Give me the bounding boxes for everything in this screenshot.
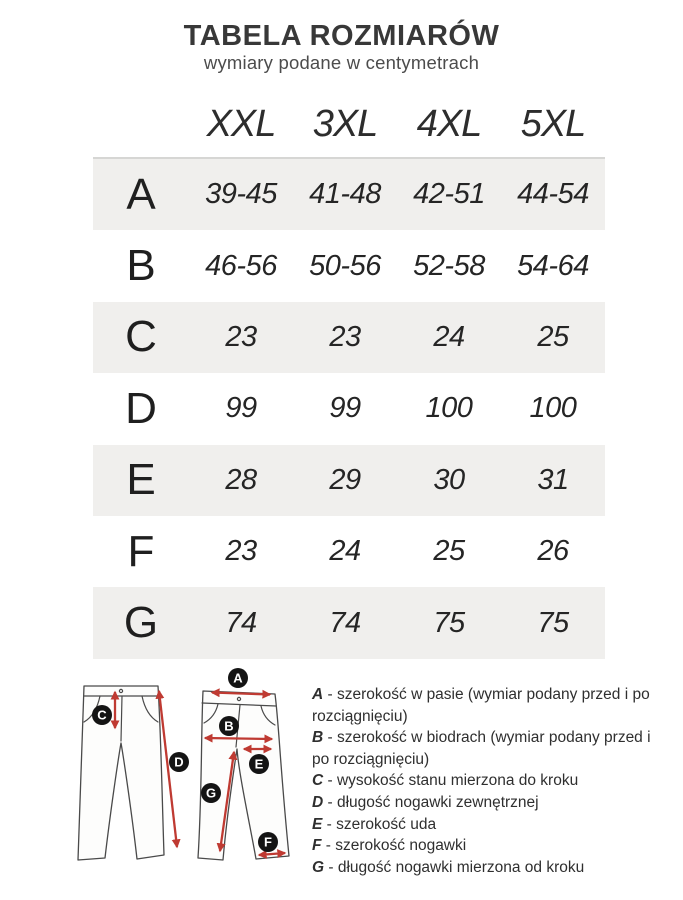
- cell-value: 29: [329, 463, 361, 496]
- svg-text:F: F: [264, 834, 272, 850]
- column-header-5xl: 5XL: [520, 103, 586, 145]
- table-row-d: [93, 373, 605, 444]
- size-table: [93, 92, 605, 659]
- table-row-a: [93, 159, 605, 230]
- page-header: [0, 21, 683, 74]
- cell-value: 74: [329, 606, 361, 639]
- cell-value: 25: [433, 535, 465, 568]
- table-row-b: [93, 230, 605, 301]
- row-label: F: [127, 526, 155, 576]
- legend-key: E: [312, 815, 323, 833]
- legend-separator: -: [323, 729, 337, 747]
- cell-value: 100: [529, 392, 577, 425]
- marker-e: [249, 754, 269, 774]
- svg-text:G: G: [205, 785, 217, 801]
- column-header-3xl: 3XL: [312, 103, 378, 145]
- legend-key: A: [312, 686, 324, 703]
- legend-item-f: [312, 835, 672, 857]
- cell-value: 100: [425, 392, 473, 425]
- size-table-header: [93, 92, 605, 157]
- size-table-body: [93, 157, 605, 659]
- legend-text: szerokość nogawki: [335, 837, 467, 855]
- row-label: D: [125, 383, 157, 433]
- cell-value: 31: [537, 463, 569, 496]
- cell-value: 39-45: [205, 178, 277, 211]
- row-label: G: [123, 598, 159, 648]
- page-subtitle: wymiary podane w centymetrach: [203, 52, 480, 74]
- cell-value: 28: [225, 463, 257, 496]
- svg-text:E: E: [254, 756, 264, 772]
- marker-g: [201, 783, 221, 803]
- legend-item-e: [312, 814, 672, 836]
- legend-separator: -: [323, 793, 337, 811]
- legend-item-c: [312, 770, 672, 792]
- column-header-4xl: 4XL: [416, 103, 482, 145]
- cell-value: 23: [225, 320, 257, 353]
- row-label: B: [126, 241, 156, 291]
- svg-text:B: B: [224, 718, 234, 734]
- page-title: TABELA ROZMIARÓW: [183, 20, 500, 52]
- cell-value: 50-56: [309, 249, 381, 282]
- marker-c: [92, 705, 112, 725]
- legend-text: długość nogawki zewnętrznej: [336, 793, 539, 811]
- legend-text: szerokość uda: [336, 815, 437, 833]
- table-row-f: [93, 516, 605, 587]
- cell-value: 42-51: [413, 178, 485, 211]
- legend-key: B: [312, 729, 324, 747]
- legend-separator: -: [323, 772, 337, 790]
- legend-item-g: [312, 857, 672, 879]
- marker-f: [258, 832, 278, 852]
- pants-front-outline: [78, 686, 164, 860]
- svg-text:D: D: [174, 754, 184, 770]
- table-row-e: [93, 445, 605, 516]
- legend-key: C: [312, 772, 324, 790]
- pants-second-outline: [198, 691, 289, 860]
- cell-value: 24: [433, 320, 465, 353]
- pants-measurement-diagram: [58, 665, 300, 900]
- measure-b-arrow: [205, 738, 272, 739]
- legend-key: F: [312, 837, 322, 855]
- marker-b: [219, 716, 239, 736]
- cell-value: 74: [225, 606, 257, 639]
- cell-value: 99: [329, 392, 361, 425]
- cell-value: 44-54: [517, 178, 589, 211]
- row-label: C: [125, 312, 157, 362]
- marker-a: [228, 668, 248, 688]
- cell-value: 23: [225, 535, 257, 568]
- cell-value: 23: [329, 320, 361, 353]
- legend-separator: -: [321, 837, 336, 855]
- legend-separator: -: [324, 858, 338, 876]
- legend-text: wysokość stanu mierzona do kroku: [336, 772, 579, 790]
- cell-value: 25: [537, 320, 569, 353]
- row-label: A: [126, 169, 156, 219]
- legend-item-a: [312, 684, 672, 727]
- svg-text:A: A: [233, 670, 243, 686]
- legend-text: długość nogawki mierzona od kroku: [337, 858, 585, 876]
- cell-value: 26: [537, 535, 569, 568]
- cell-value: 30: [433, 463, 465, 496]
- cell-value: 52-58: [413, 249, 485, 282]
- legend-key: G: [312, 858, 325, 876]
- measurement-legend: [312, 684, 672, 878]
- svg-text:C: C: [97, 707, 107, 723]
- legend-separator: -: [322, 815, 337, 833]
- column-header-xxl: XXL: [206, 103, 276, 145]
- cell-value: 54-64: [517, 249, 589, 282]
- cell-value: 99: [225, 392, 257, 425]
- cell-value: 46-56: [205, 249, 277, 282]
- cell-value: 75: [433, 606, 465, 639]
- legend-key: D: [312, 793, 324, 811]
- cell-value: 75: [537, 606, 569, 639]
- legend-item-b: [312, 727, 672, 770]
- legend-text: szerokość w biodrach (wymiar podany przed i po rozciągnięciu): [312, 729, 651, 768]
- legend-text: szerokość w pasie (wymiar podany przed i po rozciągnięciu): [312, 686, 650, 725]
- row-label: E: [126, 455, 156, 505]
- cell-value: 24: [329, 535, 361, 568]
- legend-item-d: [312, 792, 672, 814]
- table-row-g: [93, 587, 605, 658]
- legend-separator: -: [323, 686, 337, 703]
- marker-d: [169, 752, 189, 772]
- cell-value: 41-48: [309, 178, 381, 211]
- table-row-c: [93, 302, 605, 373]
